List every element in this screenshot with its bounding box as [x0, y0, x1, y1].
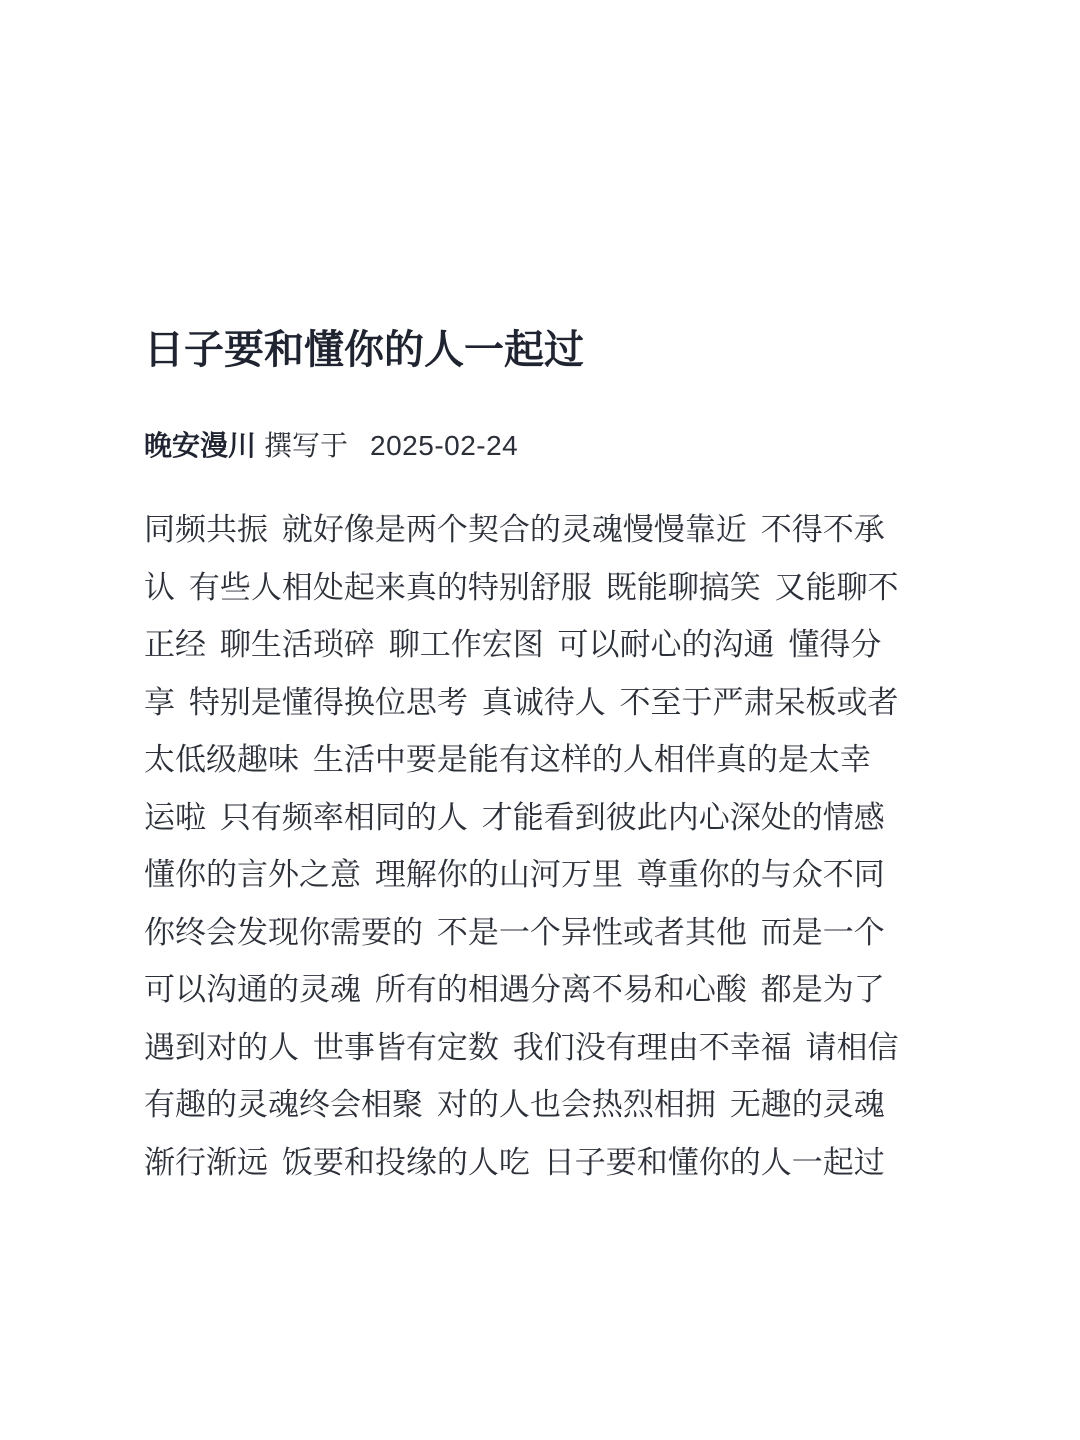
body-line: 渐行渐远 饭要和投缘的人吃 日子要和懂你的人一起过 — [144, 1144, 885, 1181]
body-line: 可以沟通的灵魂 所有的相遇分离不易和心酸 都是为了 — [144, 972, 885, 1008]
body-line: 遇到对的人 世事皆有定数 我们没有理由不幸福 请相信 — [144, 1029, 899, 1066]
article-meta — [144, 426, 944, 466]
article-body — [144, 502, 944, 1192]
body-line: 你终会发现你需要的 不是一个异性或者其他 而是一个 — [144, 914, 885, 951]
body-line: 运啦 只有频率相同的人 才能看到彼此内心深处的情感 — [144, 799, 885, 836]
article — [144, 320, 944, 1192]
body-line: 太低级趣味 生活中要是能有这样的人相伴真的是太幸 — [144, 742, 871, 778]
article-title: 日子要和懂你的人一起过 — [144, 327, 584, 373]
body-line: 有趣的灵魂终会相聚 对的人也会热烈相拥 无趣的灵魂 — [144, 1087, 885, 1123]
body-line: 认 有些人相处起来真的特别舒服 既能聊搞笑 又能聊不 — [144, 569, 899, 606]
body-line: 同频共振 就好像是两个契合的灵魂慢慢靠近 不得不承 — [144, 512, 885, 548]
body-line: 正经 聊生活琐碎 聊工作宏图 可以耐心的沟通 懂得分 — [144, 627, 882, 663]
body-line: 懂你的言外之意 理解你的山河万里 尊重你的与众不同 — [144, 857, 885, 893]
author-name: 晚安漫川 — [144, 429, 257, 462]
written-label: 撰写于 — [264, 429, 349, 462]
publish-date: 2025-02-24 — [370, 430, 519, 461]
body-line: 享 特别是懂得换位思考 真诚待人 不至于严肃呆板或者 — [144, 684, 899, 721]
